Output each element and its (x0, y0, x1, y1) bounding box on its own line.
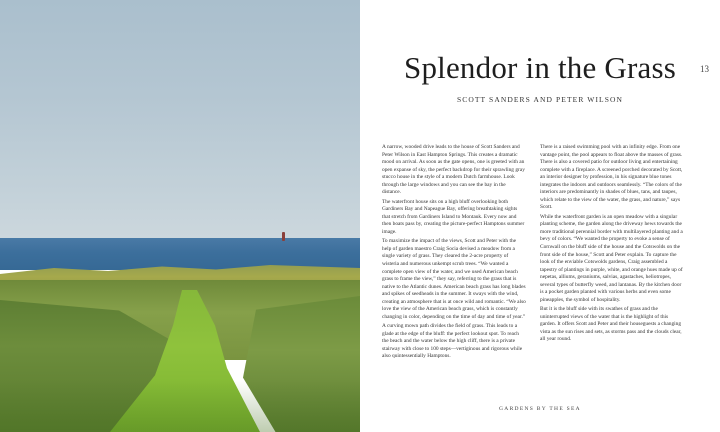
sea (0, 238, 360, 270)
paragraph: To maximize the impact of the views, Scott and Peter with the help of garden maestro Craig Socia devised a meadow from a single variety of grass. They cleared the 2-acre property of wisteria and numerous unkempt scrub trees. “We wanted a complete open view of the water, and we used American beach grass to frame the view,” they say, referring to the grass that is native to the Atlantic dunes. American beach grass has long blades and spikes of seedheads in the summer. It sways with the wind, creating an atmosphere that is at once wild and romantic. “We also love the view of the American beach grass, which is constantly changing in color, depending on the time of day and time of year.” (382, 238, 526, 320)
foreground-shade (0, 380, 360, 432)
text-column-right (540, 144, 684, 346)
article-title: Splendor in the Grass (404, 50, 676, 85)
paragraph: While the waterfront garden is an open meadow with a singular planting scheme, the garden along the driveway hews towards the more traditional perennial border with multilayered planting and a bevy of colors. “We wanted the property to evoke a sense of Cornwall on the bluff side of the house and the Cotswolds on the front side of the house,” Scott and Peter explain. To capture the look of the enviable Cotswolds gardens, Craig assembled a tapestry of plantings in purple, white, and orange hues made up of nepetas, alliums, geraniums, salvias, agastaches, heliotropes, several types of butterfly weed, and lantanas. By the kitchen door is a pocket garden planted with various herbs and even some pineapples, the symbol of hospitality. (540, 213, 683, 303)
sky (0, 0, 360, 238)
running-footer: GARDENS BY THE SEA (499, 406, 581, 412)
paragraph: A curving mown path divides the field of grass. This leads to a glade at the edge of the bluff: the perfect lookout spot. To reach the beach and the water below the high cliff, there is a private stairway with close to 100 steps—vertiginous and rigorous while also quintessentially Hamptons. (382, 323, 523, 360)
article-authors: SCOTT SANDERS AND PETER WILSON (456, 95, 624, 104)
paragraph: A narrow, wooded drive leads to the house of Scott Sanders and Peter Wilson in East Hampton Springs. This creates a dramatic mood on arrival. As soon as the gate opens, one is greeted with an open expanse of sky, the perfect backdrop for their sprawling gray stucco house in the style of a modern Dutch farmhouse. Look through the large windows and you can see the bay in the distance. (382, 144, 525, 196)
paragraph: There is a raised swimming pool with an infinity edge. From one vantage point, the pool appears to float above the masses of grass. There is also a covered patio for outdoor living and entertaining complete with a fireplace. A screened porched decorated by Scott, an interior designer by profession, in his signature blue tones integrates the indoors and outdoors seamlessly. “The colors of the interiors are predominantly in shades of blues, tans, and taupes, which relate to the view of the water, the grass, and nature,” says Scott. (540, 144, 683, 211)
text-page (360, 0, 720, 432)
paragraph: The waterfront house sits on a high bluff overlooking both Gardiners Bay and Napeague Bay, offering breathtaking sights that stretch from Gardiners Island to Montauk. Every now and then boats pass by, creating the picture-perfect Hamptons summer image. (382, 198, 525, 235)
paragraph: But it is the bluff side with its swathes of grass and the uninterrupted views of the water that is the highlight of this garden. It offers Scott and Peter and their houseguests a changing vista as the sun rises and sets, as storms pass and the clouds clear, all year round. (540, 306, 682, 343)
paddleboarder (282, 232, 285, 241)
text-column-left (382, 144, 526, 363)
page-number: 13 (700, 64, 709, 74)
